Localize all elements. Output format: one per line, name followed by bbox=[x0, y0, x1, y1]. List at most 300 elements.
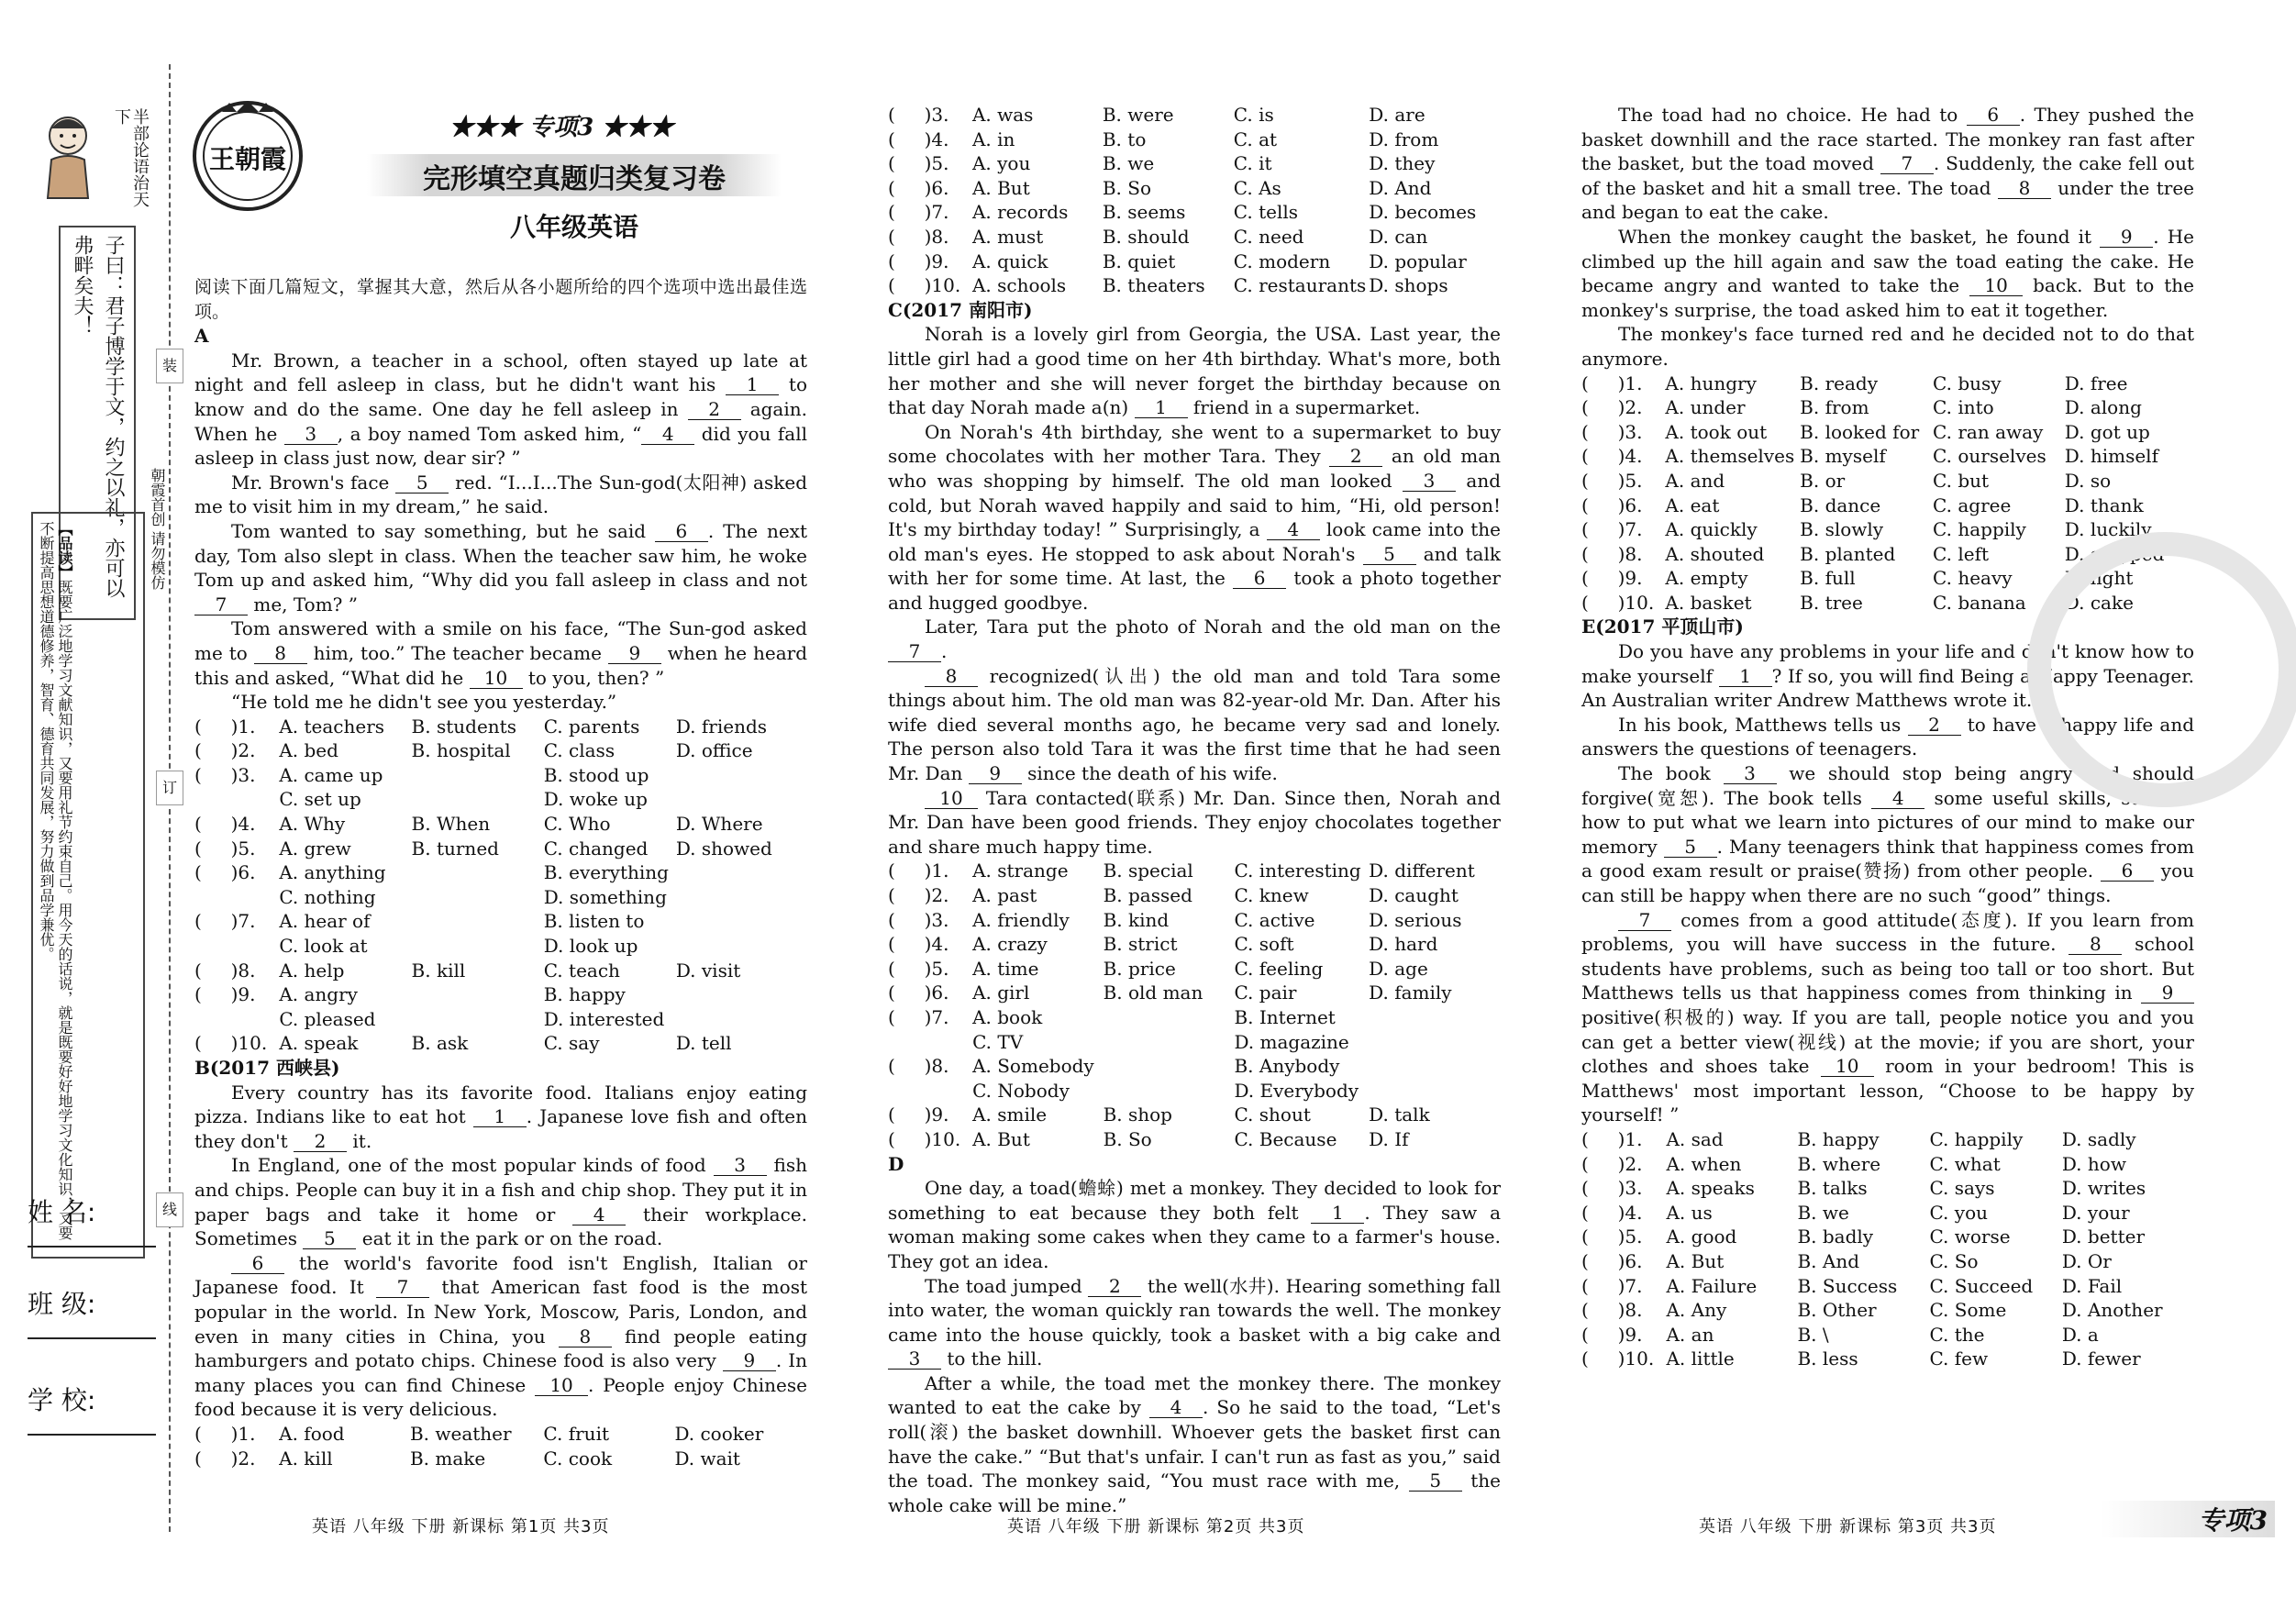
blank-number[interactable]: 5 bbox=[1409, 1470, 1462, 1492]
option[interactable]: C. what bbox=[1929, 1152, 2001, 1175]
blank-number[interactable]: 8 bbox=[1998, 178, 2051, 199]
option[interactable]: D. shops bbox=[1369, 274, 1448, 297]
option[interactable]: C. left bbox=[1933, 542, 1990, 565]
option[interactable]: B. looked for bbox=[1800, 420, 1920, 443]
question-number[interactable]: ( )1. bbox=[1581, 1127, 1643, 1150]
option[interactable]: D. Everybody bbox=[1234, 1079, 1359, 1102]
option[interactable]: B. to bbox=[1102, 128, 1147, 150]
blank-number[interactable]: 7 bbox=[1880, 153, 1934, 174]
option[interactable]: D. himself bbox=[2064, 445, 2158, 468]
option[interactable]: A. and bbox=[1665, 469, 1725, 492]
question-number[interactable]: ( )5. bbox=[888, 152, 949, 175]
option[interactable]: C. few bbox=[1929, 1347, 1989, 1370]
option[interactable]: A. Why bbox=[279, 813, 346, 836]
question-number[interactable]: ( )9. bbox=[1581, 567, 1643, 590]
option[interactable]: B. everything bbox=[543, 861, 669, 884]
option[interactable]: A. girl bbox=[972, 981, 1030, 1004]
option[interactable]: B. planted bbox=[1800, 542, 1896, 565]
blank-number[interactable]: 3 bbox=[888, 1348, 941, 1370]
blank-number[interactable]: 6 bbox=[231, 1253, 284, 1274]
option[interactable]: D. a bbox=[2061, 1323, 2099, 1346]
question-number[interactable]: ( )9. bbox=[888, 1103, 949, 1126]
option[interactable]: B. ready bbox=[1800, 372, 1878, 394]
option[interactable]: B. slowly bbox=[1800, 518, 1884, 541]
option[interactable]: D. visit bbox=[675, 959, 741, 981]
option[interactable]: C. class bbox=[543, 739, 616, 762]
option[interactable]: D. from bbox=[1369, 128, 1439, 150]
option[interactable]: C. teach bbox=[543, 959, 620, 981]
question-number[interactable]: ( )6. bbox=[888, 176, 949, 199]
option[interactable]: B. should bbox=[1102, 225, 1190, 248]
blank-number[interactable]: 2 bbox=[688, 399, 741, 420]
option[interactable]: D. serious bbox=[1369, 908, 1462, 931]
option[interactable]: B. happy bbox=[1797, 1127, 1880, 1150]
option[interactable]: A. strange bbox=[972, 859, 1069, 882]
blank-number[interactable]: 1 bbox=[726, 374, 779, 395]
option[interactable]: A. you bbox=[971, 152, 1031, 175]
question-number[interactable]: ( )4. bbox=[194, 813, 256, 836]
option[interactable]: B. quiet bbox=[1102, 250, 1176, 272]
option[interactable]: D. magazine bbox=[1234, 1030, 1349, 1053]
option[interactable]: D. light bbox=[2064, 567, 2134, 590]
option[interactable]: A. records bbox=[971, 201, 1069, 224]
option[interactable]: D. how bbox=[2061, 1152, 2126, 1175]
option[interactable]: A. must bbox=[971, 225, 1044, 248]
blank-number[interactable]: 9 bbox=[2100, 227, 2153, 248]
blank-number[interactable]: 8 bbox=[925, 666, 978, 687]
option[interactable]: C. banana bbox=[1933, 591, 2026, 614]
option[interactable]: C. cook bbox=[543, 1447, 613, 1469]
blank-number[interactable]: 7 bbox=[1618, 910, 1671, 931]
option[interactable]: A. an bbox=[1666, 1323, 1714, 1346]
option[interactable]: B. stood up bbox=[543, 763, 649, 786]
option[interactable]: D. showed bbox=[675, 837, 772, 859]
option[interactable]: C. active bbox=[1234, 908, 1315, 931]
option[interactable]: C. So bbox=[1929, 1249, 1979, 1272]
blank-number[interactable]: 6 bbox=[1233, 568, 1286, 589]
question-number[interactable]: ( )4. bbox=[1581, 1201, 1643, 1224]
question-number[interactable]: ( )5. bbox=[1581, 469, 1643, 492]
question-number[interactable]: ( )6. bbox=[888, 981, 949, 1004]
option[interactable]: A. took out bbox=[1665, 420, 1768, 443]
option[interactable]: A. quickly bbox=[1665, 518, 1758, 541]
option[interactable]: B. less bbox=[1797, 1347, 1858, 1370]
option[interactable]: D. writes bbox=[2061, 1177, 2146, 1200]
option[interactable]: D. And bbox=[1369, 176, 1432, 199]
option[interactable]: A. came up bbox=[279, 763, 383, 786]
option[interactable]: C. interesting bbox=[1234, 859, 1361, 882]
option[interactable]: B. hospital bbox=[411, 739, 511, 762]
blank-number[interactable]: 6 bbox=[655, 521, 708, 542]
option[interactable]: D. are bbox=[1369, 104, 1425, 126]
option[interactable]: D. along bbox=[2064, 396, 2142, 419]
option[interactable]: D. If bbox=[1369, 1127, 1409, 1150]
question-number[interactable]: ( )8. bbox=[888, 1055, 949, 1078]
question-number[interactable]: ( )2. bbox=[1581, 1152, 1643, 1175]
blank-number[interactable]: 2 bbox=[1329, 446, 1382, 467]
question-number[interactable]: ( )5. bbox=[888, 957, 949, 980]
option[interactable]: A. sad bbox=[1666, 1127, 1724, 1150]
option[interactable]: A. shouted bbox=[1665, 542, 1765, 565]
blank-number[interactable]: 9 bbox=[608, 643, 661, 664]
option[interactable]: A. crazy bbox=[972, 933, 1048, 956]
option[interactable]: A. empty bbox=[1665, 567, 1748, 590]
option[interactable]: C. parents bbox=[543, 715, 640, 738]
question-number[interactable]: ( )7. bbox=[888, 1005, 949, 1028]
question-number[interactable]: ( )6. bbox=[194, 861, 256, 884]
option[interactable]: D. age bbox=[1369, 957, 1428, 980]
option[interactable]: C. TV bbox=[972, 1030, 1024, 1053]
option[interactable]: A. speak bbox=[279, 1032, 359, 1055]
option[interactable]: A. help bbox=[279, 959, 345, 981]
option[interactable]: A. book bbox=[972, 1005, 1043, 1028]
option[interactable]: B. theaters bbox=[1102, 274, 1205, 297]
question-number[interactable]: ( )4. bbox=[888, 933, 949, 956]
option[interactable]: C. restaurants bbox=[1233, 274, 1367, 297]
option[interactable]: C. Nobody bbox=[972, 1079, 1070, 1102]
option[interactable]: A. anything bbox=[279, 861, 386, 884]
question-number[interactable]: ( )1. bbox=[888, 859, 949, 882]
blank-number[interactable]: 9 bbox=[723, 1350, 776, 1371]
option[interactable]: A. themselves bbox=[1665, 445, 1795, 468]
blank-number[interactable]: 2 bbox=[1908, 715, 1961, 736]
blank-number[interactable]: 10 bbox=[470, 668, 523, 689]
option[interactable]: B. price bbox=[1103, 957, 1176, 980]
option[interactable]: B. dance bbox=[1800, 494, 1881, 516]
question-number[interactable]: ( )5. bbox=[1581, 1225, 1643, 1248]
option[interactable]: A. teachers bbox=[279, 715, 385, 738]
question-number[interactable]: ( )3. bbox=[888, 908, 949, 931]
option[interactable]: A. good bbox=[1666, 1225, 1737, 1248]
option[interactable]: C. set up bbox=[279, 788, 361, 811]
option[interactable]: B. kill bbox=[411, 959, 466, 981]
option[interactable]: B. And bbox=[1797, 1249, 1860, 1272]
option[interactable]: C. into bbox=[1933, 396, 1994, 419]
blank-number[interactable]: 7 bbox=[888, 641, 941, 662]
option[interactable]: C. happily bbox=[1929, 1127, 2024, 1150]
blank-number[interactable]: 4 bbox=[641, 424, 694, 445]
blank-number[interactable]: 4 bbox=[1871, 788, 1924, 809]
question-number[interactable]: ( )9. bbox=[194, 983, 256, 1006]
question-number[interactable]: ( )9. bbox=[1581, 1323, 1643, 1346]
option[interactable]: B. strict bbox=[1103, 933, 1178, 956]
question-number[interactable]: ( )7. bbox=[194, 910, 256, 933]
option[interactable]: D. luckily bbox=[2064, 518, 2152, 541]
option[interactable]: C. is bbox=[1233, 104, 1274, 126]
option[interactable]: A. speaks bbox=[1666, 1177, 1755, 1200]
option[interactable]: A. smile bbox=[972, 1103, 1048, 1126]
blank-number[interactable]: 1 bbox=[473, 1106, 527, 1127]
option[interactable]: C. agree bbox=[1933, 494, 2012, 516]
question-number[interactable]: ( )2. bbox=[1581, 396, 1643, 419]
option[interactable]: A. basket bbox=[1665, 591, 1752, 614]
option[interactable]: D. fewer bbox=[2061, 1347, 2141, 1370]
question-number[interactable]: ( )10. bbox=[194, 1032, 268, 1055]
option[interactable]: D. office bbox=[675, 739, 753, 762]
option[interactable]: C. look at bbox=[279, 935, 368, 958]
option[interactable]: D. different bbox=[1369, 859, 1475, 882]
option[interactable]: D. caught bbox=[1369, 884, 1459, 906]
option[interactable]: D. wait bbox=[674, 1447, 740, 1469]
option[interactable]: C. Succeed bbox=[1929, 1274, 2034, 1297]
option[interactable]: C. fruit bbox=[543, 1422, 609, 1445]
option[interactable]: A. was bbox=[971, 104, 1034, 126]
blank-number[interactable]: 10 bbox=[925, 788, 978, 809]
school-field[interactable]: 学 校: bbox=[28, 1381, 156, 1445]
option[interactable]: A. little bbox=[1666, 1347, 1735, 1370]
question-number[interactable]: ( )8. bbox=[888, 225, 949, 248]
option[interactable]: B. happy bbox=[543, 983, 626, 1006]
option[interactable]: A. hear of bbox=[279, 910, 371, 933]
option[interactable]: B. where bbox=[1797, 1152, 1881, 1175]
question-number[interactable]: ( )3. bbox=[194, 763, 256, 786]
question-number[interactable]: ( )7. bbox=[888, 201, 949, 224]
blank-number[interactable]: 8 bbox=[559, 1326, 612, 1347]
option[interactable]: A. hungry bbox=[1665, 372, 1757, 394]
option[interactable]: D. talk bbox=[1369, 1103, 1430, 1126]
option[interactable]: B. or bbox=[1800, 469, 1846, 492]
option[interactable]: B. we bbox=[1797, 1201, 1849, 1224]
question-number[interactable]: ( )3. bbox=[1581, 420, 1643, 443]
option[interactable]: C. tells bbox=[1233, 201, 1299, 224]
blank-number[interactable]: 5 bbox=[303, 1228, 356, 1249]
option[interactable]: C. pleased bbox=[279, 1007, 376, 1030]
option[interactable]: A. friendly bbox=[972, 908, 1070, 931]
option[interactable]: D. cake bbox=[2064, 591, 2134, 614]
option[interactable]: D. they bbox=[1369, 152, 1436, 175]
option[interactable]: D. Where bbox=[675, 813, 763, 836]
option[interactable]: B. seems bbox=[1102, 201, 1186, 224]
option[interactable]: B. Other bbox=[1797, 1299, 1877, 1322]
question-number[interactable]: ( )7. bbox=[1581, 1274, 1643, 1297]
option[interactable]: C. changed bbox=[543, 837, 649, 859]
question-number[interactable]: ( )9. bbox=[888, 250, 949, 272]
question-number[interactable]: ( )2. bbox=[194, 1447, 256, 1469]
blank-number[interactable]: 2 bbox=[1088, 1276, 1141, 1297]
option[interactable]: A. time bbox=[972, 957, 1039, 980]
question-number[interactable]: ( )1. bbox=[1581, 372, 1643, 394]
option[interactable]: C. pair bbox=[1234, 981, 1297, 1004]
blank-number[interactable]: 1 bbox=[1135, 397, 1188, 418]
option[interactable]: A. Somebody bbox=[972, 1055, 1094, 1078]
question-number[interactable]: ( )10. bbox=[888, 274, 961, 297]
blank-number[interactable]: 5 bbox=[1664, 837, 1717, 858]
blank-number[interactable]: 9 bbox=[969, 763, 1022, 784]
option[interactable]: A. But bbox=[1666, 1249, 1725, 1272]
blank-number[interactable]: 10 bbox=[535, 1375, 588, 1396]
option[interactable]: A. in bbox=[971, 128, 1015, 150]
option[interactable]: D. Another bbox=[2061, 1299, 2163, 1322]
option[interactable]: B. listen to bbox=[543, 910, 645, 933]
option[interactable]: D. family bbox=[1369, 981, 1452, 1004]
blank-number[interactable]: 1 bbox=[1719, 666, 1772, 687]
option[interactable]: C. at bbox=[1233, 128, 1278, 150]
blank-number[interactable]: 5 bbox=[1363, 544, 1416, 565]
option[interactable]: B. full bbox=[1800, 567, 1856, 590]
option[interactable]: B. When bbox=[411, 813, 491, 836]
blank-number[interactable]: 1 bbox=[1311, 1203, 1364, 1224]
question-number[interactable]: ( )1. bbox=[194, 1422, 256, 1445]
option[interactable]: C. soft bbox=[1234, 933, 1294, 956]
question-number[interactable]: ( )5. bbox=[194, 837, 256, 859]
option[interactable]: B. myself bbox=[1800, 445, 1886, 468]
option[interactable]: B. passed bbox=[1103, 884, 1192, 906]
option[interactable]: C. feeling bbox=[1234, 957, 1324, 980]
option[interactable]: A. kill bbox=[279, 1447, 333, 1469]
question-number[interactable]: ( )8. bbox=[1581, 542, 1643, 565]
option[interactable]: D. becomes bbox=[1369, 201, 1477, 224]
option[interactable]: D. something bbox=[543, 885, 667, 908]
option[interactable]: A. schools bbox=[971, 274, 1067, 297]
blank-number[interactable]: 4 bbox=[1267, 519, 1320, 540]
option[interactable]: A. angry bbox=[279, 983, 358, 1006]
option[interactable]: D. can bbox=[1369, 225, 1428, 248]
question-number[interactable]: ( )3. bbox=[888, 104, 949, 126]
option[interactable]: A. Failure bbox=[1666, 1274, 1758, 1297]
question-number[interactable]: ( )6. bbox=[1581, 494, 1643, 516]
option[interactable]: B. weather bbox=[409, 1422, 512, 1445]
option[interactable]: B. Success bbox=[1797, 1274, 1898, 1297]
option[interactable]: D. popular bbox=[1369, 250, 1467, 272]
class-field[interactable]: 班 级: bbox=[28, 1284, 156, 1348]
blank-number[interactable]: 8 bbox=[2069, 934, 2122, 955]
option[interactable]: C. ran away bbox=[1933, 420, 2044, 443]
option[interactable]: D. Or bbox=[2061, 1249, 2112, 1272]
option[interactable]: C. Who bbox=[543, 813, 611, 836]
option[interactable]: B. Internet bbox=[1234, 1005, 1336, 1028]
option[interactable]: C. the bbox=[1929, 1323, 1985, 1346]
option[interactable]: C. worse bbox=[1929, 1225, 2011, 1248]
option[interactable]: D. free bbox=[2064, 372, 2128, 394]
option[interactable]: A. Any bbox=[1666, 1299, 1727, 1322]
option[interactable]: A. But bbox=[971, 176, 1030, 199]
option[interactable]: B. turned bbox=[411, 837, 499, 859]
question-number[interactable]: ( )3. bbox=[1581, 1177, 1643, 1200]
question-number[interactable]: ( )2. bbox=[888, 884, 949, 906]
option[interactable]: D. woke up bbox=[543, 788, 648, 811]
name-field[interactable]: 姓 名: bbox=[28, 1192, 156, 1257]
question-number[interactable]: ( )2. bbox=[194, 739, 256, 762]
option[interactable]: A. past bbox=[972, 884, 1037, 906]
blank-number[interactable]: 9 bbox=[2141, 982, 2194, 1004]
option[interactable]: D. look up bbox=[543, 935, 638, 958]
blank-number[interactable]: 6 bbox=[2101, 860, 2154, 882]
question-number[interactable]: ( )4. bbox=[888, 128, 949, 150]
option[interactable]: A. grew bbox=[279, 837, 351, 859]
option[interactable]: C. it bbox=[1233, 152, 1272, 175]
blank-number[interactable]: 6 bbox=[1967, 105, 2020, 126]
option[interactable]: B. badly bbox=[1797, 1225, 1874, 1248]
option[interactable]: D. hard bbox=[1369, 933, 1438, 956]
blank-number[interactable]: 3 bbox=[714, 1155, 767, 1176]
blank-number[interactable]: 3 bbox=[284, 424, 338, 445]
option[interactable]: A. food bbox=[279, 1422, 345, 1445]
option[interactable]: B. were bbox=[1102, 104, 1174, 126]
option[interactable]: D. sadly bbox=[2061, 1127, 2136, 1150]
question-number[interactable]: ( )6. bbox=[1581, 1249, 1643, 1272]
blank-number[interactable]: 4 bbox=[572, 1204, 626, 1225]
option[interactable]: A. But bbox=[972, 1127, 1030, 1150]
option[interactable]: A. when bbox=[1666, 1152, 1742, 1175]
blank-number[interactable]: 10 bbox=[1969, 275, 2023, 296]
question-number[interactable]: ( )10. bbox=[1581, 1347, 1655, 1370]
option[interactable]: B. \ bbox=[1797, 1323, 1829, 1346]
option[interactable]: A. us bbox=[1666, 1201, 1713, 1224]
option[interactable]: C. knew bbox=[1234, 884, 1309, 906]
option[interactable]: C. need bbox=[1233, 225, 1304, 248]
option[interactable]: C. shout bbox=[1234, 1103, 1311, 1126]
option[interactable]: C. but bbox=[1933, 469, 1990, 492]
option[interactable]: A. quick bbox=[971, 250, 1048, 272]
option[interactable]: C. Because bbox=[1234, 1127, 1337, 1150]
blank-number[interactable]: 8 bbox=[254, 643, 307, 664]
question-number[interactable]: ( )1. bbox=[194, 715, 256, 738]
option[interactable]: C. busy bbox=[1933, 372, 2002, 394]
option[interactable]: D. friends bbox=[675, 715, 768, 738]
option[interactable]: B. students bbox=[411, 715, 516, 738]
option[interactable]: C. Some bbox=[1929, 1299, 2007, 1322]
option[interactable]: B. we bbox=[1102, 152, 1155, 175]
question-number[interactable]: ( )7. bbox=[1581, 518, 1643, 541]
blank-number[interactable]: 4 bbox=[1149, 1397, 1203, 1418]
option[interactable]: D. tell bbox=[675, 1032, 732, 1055]
option[interactable]: D. your bbox=[2061, 1201, 2130, 1224]
question-number[interactable]: ( )10. bbox=[1581, 591, 1655, 614]
option[interactable]: C. you bbox=[1929, 1201, 1988, 1224]
option[interactable]: C. nothing bbox=[279, 885, 376, 908]
option[interactable]: D. got up bbox=[2064, 420, 2150, 443]
blank-number[interactable]: 3 bbox=[1403, 471, 1456, 492]
option[interactable]: B. tree bbox=[1800, 591, 1863, 614]
option[interactable]: A. bed bbox=[279, 739, 338, 762]
question-number[interactable]: ( )8. bbox=[194, 959, 256, 981]
question-number[interactable]: ( )10. bbox=[888, 1127, 961, 1150]
option[interactable]: C. ourselves bbox=[1933, 445, 2046, 468]
option[interactable]: C. heavy bbox=[1933, 567, 2013, 590]
option[interactable]: C. modern bbox=[1233, 250, 1331, 272]
option[interactable]: B. So bbox=[1102, 176, 1152, 199]
option[interactable]: B. ask bbox=[411, 1032, 469, 1055]
option[interactable]: B. kind bbox=[1103, 908, 1170, 931]
option[interactable]: C. say bbox=[543, 1032, 600, 1055]
option[interactable]: B. make bbox=[409, 1447, 486, 1469]
option[interactable]: C. says bbox=[1929, 1177, 1995, 1200]
option[interactable]: C. As bbox=[1233, 176, 1281, 199]
option[interactable]: B. special bbox=[1103, 859, 1193, 882]
blank-number[interactable]: 2 bbox=[294, 1131, 347, 1152]
option[interactable]: D. Fail bbox=[2061, 1274, 2123, 1297]
option[interactable]: B. So bbox=[1103, 1127, 1152, 1150]
blank-number[interactable]: 3 bbox=[1724, 763, 1777, 784]
option[interactable]: D. stopped bbox=[2064, 542, 2165, 565]
blank-number[interactable]: 5 bbox=[395, 472, 449, 494]
option[interactable]: B. shop bbox=[1103, 1103, 1172, 1126]
option[interactable]: D. thank bbox=[2064, 494, 2144, 516]
option[interactable]: D. cooker bbox=[674, 1422, 764, 1445]
blank-number[interactable]: 7 bbox=[376, 1277, 429, 1298]
option[interactable]: B. old man bbox=[1103, 981, 1203, 1004]
option[interactable]: D. so bbox=[2064, 469, 2112, 492]
option[interactable]: B. from bbox=[1800, 396, 1869, 419]
option[interactable]: D. better bbox=[2061, 1225, 2146, 1248]
option[interactable]: C. happily bbox=[1933, 518, 2026, 541]
option[interactable]: A. eat bbox=[1665, 494, 1720, 516]
blank-number[interactable]: 7 bbox=[194, 594, 248, 616]
blank-number[interactable]: 10 bbox=[1821, 1056, 1874, 1077]
option[interactable]: D. interested bbox=[543, 1007, 665, 1030]
question-number[interactable]: ( )8. bbox=[1581, 1299, 1643, 1322]
option[interactable]: B. Anybody bbox=[1234, 1055, 1340, 1078]
